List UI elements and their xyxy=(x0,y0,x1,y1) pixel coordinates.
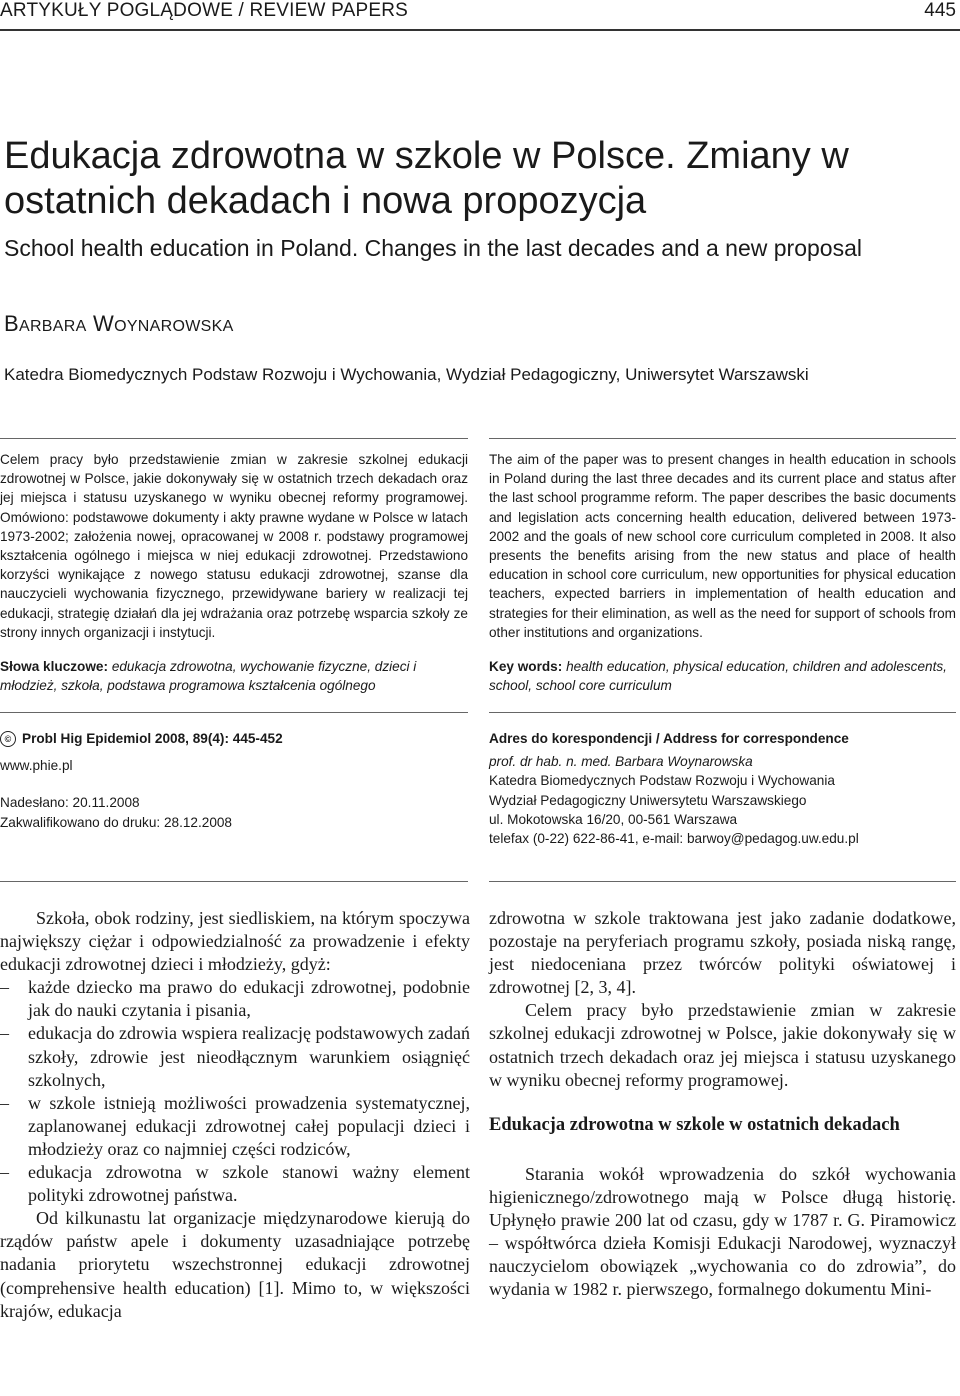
body-column-right xyxy=(489,907,956,1301)
copyright-icon: © xyxy=(0,731,16,747)
abstract-en: The aim of the paper was to present changes in health education in schools in Poland during the last three decades and its current place and status after the last school programme reform. The paper describes the basic documents and legislation acts concerning health education, delivered between 1973-2002 and the goals of new school core curriculum completed in 2008. It also presents the benefits arising from the new status and place of health education in school core curriculum, new opportunities for physical education teachers, expected barriers in implementation of health education and strategies for their elimination, as well as the need for support of schools from other institutions and organizations. xyxy=(489,452,956,640)
correspondence-heading: Adres do korespondencji / Address for correspondence xyxy=(489,731,849,746)
body-paragraph: Szkoła, obok rodziny, jest siedliskiem, na którym spoczywa największy ciężar i odpowiedzialność za prowadzenie i efekty edukacji zdrowotnej dzieci i młodzieży, gdyż: xyxy=(0,908,470,975)
body-paragraph: Celem pracy było przedstawienie zmian w zakresie szkolnej edukacji zdrowotnej w Polsce, jakie dokonywały się w ostatnich trzech dekadach oraz jej miejsca i statusu uzyskanego w wyniku obecnej reformy programowej. xyxy=(489,1000,956,1090)
received-date: Nadesłano: 20.11.2008 xyxy=(0,795,140,811)
citation-block xyxy=(0,729,468,832)
list-item: – w szkole istnieją możliwości prowadzenia systematycznej, zaplanowanej edukacji zdrowotnej całej populacji dzieci i młodzieży oraz co najmniej części rodziców, xyxy=(0,1092,470,1159)
body-paragraph: Starania wokół wprowadzenia do szkół wychowania higienicznego/zdrowotnego mają w Polsce długą historię. Upłynęło prawie 200 lat od czasu, gdy w 1787 r. G. Piramowicz – współtwórca dzieła Komisji Edukacji Narodowej, wyznaczył nauczycielom obowiązek „wychowania co do zdrowia”, do wydania w 1982 r. pierwszego, formalnego dokumentu Mini- xyxy=(489,1163,956,1300)
page-number: 445 xyxy=(924,0,956,21)
affiliation: Katedra Biomedycznych Podstaw Rozwoju i Wychowania, Wydział Pedagogiczny, Uniwersytet Warszawski xyxy=(4,365,809,384)
article-title-pl: Edukacja zdrowotna w szkole w Polsce. Zmiany w ostatnich dekadach i nowa propozycja xyxy=(4,135,849,222)
section-label: ARTYKUŁY POGLĄDOWE / REVIEW PAPERS xyxy=(0,0,409,21)
meta-divider-left xyxy=(0,712,468,713)
keywords-en xyxy=(489,657,956,695)
meta-divider-right xyxy=(489,712,956,713)
header-divider xyxy=(0,29,960,31)
body-divider-right xyxy=(489,881,956,882)
journal-url[interactable]: www.phie.pl xyxy=(0,758,73,774)
keywords-label: Słowa kluczowe: xyxy=(0,659,109,674)
body-column-left xyxy=(0,907,470,1323)
correspondence-line: ul. Mokotowska 16/20, 00-561 Warszawa xyxy=(489,811,738,827)
journal-citation: © Probl Hig Epidemiol 2008, 89(4): 445-452 xyxy=(0,729,468,748)
article-title-en: School health education in Poland. Changes in the last decades and a new proposal xyxy=(4,235,862,261)
section-heading: Edukacja zdrowotna w szkole w ostatnich dekadach xyxy=(489,1114,900,1135)
abstract-divider-right xyxy=(489,438,956,439)
body-paragraph: Od kilkunastu lat organizacje międzynarodowe kierują do rządów państw apele i dokumenty uzasadniające potrzebę nadania priorytetu wszechstronnej edukacji zdrowotnej (comprehensive health education) [1]. Mimo to, w większości krajów, edukacja xyxy=(0,1208,470,1321)
correspondence-line: Wydział Pedagogiczny Uniwersytetu Warszawskiego xyxy=(489,792,807,808)
keywords-text: edukacja zdrowotna, wychowanie fizyczne, dzieci i młodzież, szkoła, podstawa programowa kształcenia ogólnego xyxy=(0,659,417,694)
accepted-date: Zakwalifikowano do druku: 28.12.2008 xyxy=(0,814,232,830)
body-divider-left xyxy=(0,881,468,882)
abstract-divider-left xyxy=(0,438,468,439)
correspondence-line: Katedra Biomedycznych Podstaw Rozwoju i Wychowania xyxy=(489,773,835,789)
keywords-pl xyxy=(0,657,468,695)
list-item: – edukacja zdrowotna w szkole stanowi ważny element polityki zdrowotnej państwa. xyxy=(0,1162,470,1206)
correspondence-block xyxy=(489,729,956,848)
author-name: BARBARA WOYNAROWSKA xyxy=(4,311,234,336)
list-item: – edukacja do zdrowia wspiera realizację podstawowych zadań szkoły, zdrowie jest nieodłącznym warunkiem osiągnięć szkolnych, xyxy=(0,1023,470,1090)
abstract-pl: Celem pracy było przedstawienie zmian w zakresie szkolnej edukacji zdrowotnej w Polsce, jakie dokonywały się w ostatnich trzech dekadach oraz jej miejsca i statusu uzyskanego w wyniku obecnej reformy programowej. Omówiono: podstawowe dokumenty i akty prawne wydane w Polsce w latach 1973-2002; założenia nowej, opracowanej w 2008 r. podstawy programowej kształcenia ogólnego i miejsca w niej edukacji zdrowotnej. Przedstawiono korzyści wynikające z nowego statusu edukacji zdrowotnej, szanse dla nauczycieli wychowania fizycznego, przewidywane bariery w realizacji tej edukacji, strategię działań dla jej wdrażania oraz potrzebę wsparcia szkoły ze strony innych organizacji i instytucji. xyxy=(0,452,468,640)
correspondence-contact[interactable]: telefax (0-22) 622-86-41, e-mail: barwoy@pedagog.uw.edu.pl xyxy=(489,831,859,847)
body-paragraph: zdrowotna w szkole traktowana jest jako zadanie dodatkowe, pozostaje na peryferiach programu szkoły, posiada niską rangę, jest niedoceniana przez twórców polityki oświatowej i zdrowotnej [2, 3, 4]. xyxy=(489,908,956,998)
keywords-text: health education, physical education, children and adolescents, school, school core curriculum xyxy=(489,659,947,694)
correspondence-name: prof. dr hab. n. med. Barbara Woynarowska xyxy=(489,754,753,770)
keywords-label: Key words: xyxy=(489,659,563,674)
list-item: – każde dziecko ma prawo do edukacji zdrowotnej, podobnie jak do nauki czytania i pisania, xyxy=(0,977,470,1021)
